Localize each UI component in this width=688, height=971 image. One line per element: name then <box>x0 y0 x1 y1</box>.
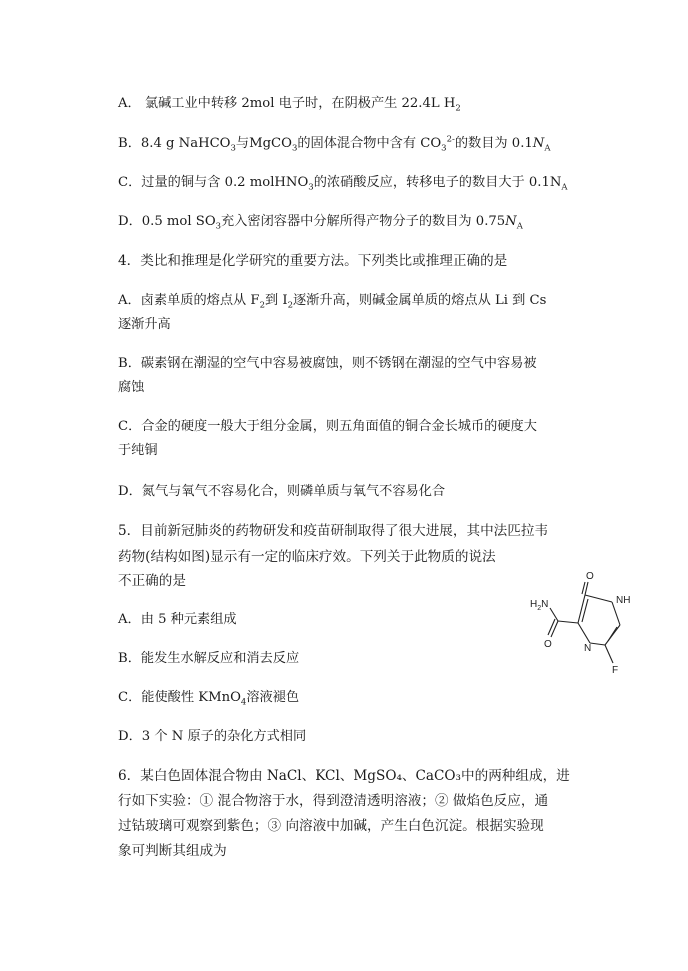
q5-stem-line2: 药物(结构如图)显示有一定的临床疗效。下列关于此物质的说法 <box>118 549 496 565</box>
q3-option-b: B．8.4 g NaHCO$_3$与MgCO$_3$的固体混合物中含有 $CO_3^{2-}$的数目为 $0.1N_A$ <box>118 134 551 154</box>
q3-option-c: C．过量的铜与含 0.2 molHNO$_3$的浓硝酸反应，转移电子的数目大于 $0.1N_A$ <box>118 175 568 193</box>
structure-label-o-top: O <box>586 571 594 582</box>
structure-label-f: F <box>612 665 619 676</box>
q4-option-b-cont: 腐蚀 <box>118 380 145 395</box>
q5-option-d: D．3 个 N 原子的杂化方式相同 <box>118 729 307 744</box>
q4-option-c: C．合金的硬度一般大于组分金属，则五角面值的铜合金长城币的硬度大 <box>118 419 537 434</box>
q4-option-a: A．卤素单质的熔点从 $F_2$到 $I_2$逐渐升高，则碱金属单质的熔点从 Li 到 Cs <box>118 293 547 311</box>
q3-option-d: D．0.5 mol $SO_3$充入密闭容器中分解所得产物分子的数目为 $0.75N_A$ <box>118 214 523 232</box>
q5-option-c: C．能使酸性 KMnO$_4$溶液褪色 <box>118 690 300 708</box>
q3-option-a: A． 氯碱工业中转移 2mol 电子时，在阴极产生 22.4L $H_2$ <box>118 96 461 114</box>
q4-option-c-cont: 于纯铜 <box>118 443 158 458</box>
q5-stem-line3: 不正确的是 <box>118 573 186 589</box>
structure-label-o-amide: O <box>544 639 552 650</box>
q4-option-b: B．碳素钢在潮湿的空气中容易被腐蚀，则不锈钢在潮湿的空气中容易被 <box>118 356 537 371</box>
q6-stem-line4: 象可判断其组成为 <box>118 843 227 859</box>
q5-option-b: B．能发生水解反应和消去反应 <box>118 651 300 666</box>
structure-label-h2n: $H_2N$ <box>530 599 549 612</box>
q6-stem-line3: 过钴玻璃可观察到紫色；③ 向溶液中加碱，产生白色沉淀。根据实验现 <box>118 818 544 834</box>
favipiravir-structure <box>520 565 650 680</box>
q4-stem: 4．类比和推理是化学研究的重要方法。下列类比或推理正确的是 <box>118 253 508 269</box>
q6-stem-line1: 6．某白色固体混合物由 NaCl、KCl、MgSO₄、CaCO₃中的两种组成，进 <box>118 768 570 784</box>
q6-stem-line2: 行如下实验：① 混合物溶于水，得到澄清透明溶液；② 做焰色反应，通 <box>118 793 549 809</box>
q4-option-d: D．氮气与氧气不容易化合，则磷单质与氧气不容易化合 <box>118 484 446 499</box>
q5-option-a: A．由 5 种元素组成 <box>118 612 237 627</box>
structure-label-nh: NH <box>616 595 631 606</box>
structure-label-n: N <box>584 643 592 654</box>
q5-stem-line1: 5．目前新冠肺炎的药物研发和疫苗研制取得了很大进展，其中法匹拉韦 <box>118 523 549 539</box>
q4-option-a-cont: 逐渐升高 <box>118 317 171 332</box>
